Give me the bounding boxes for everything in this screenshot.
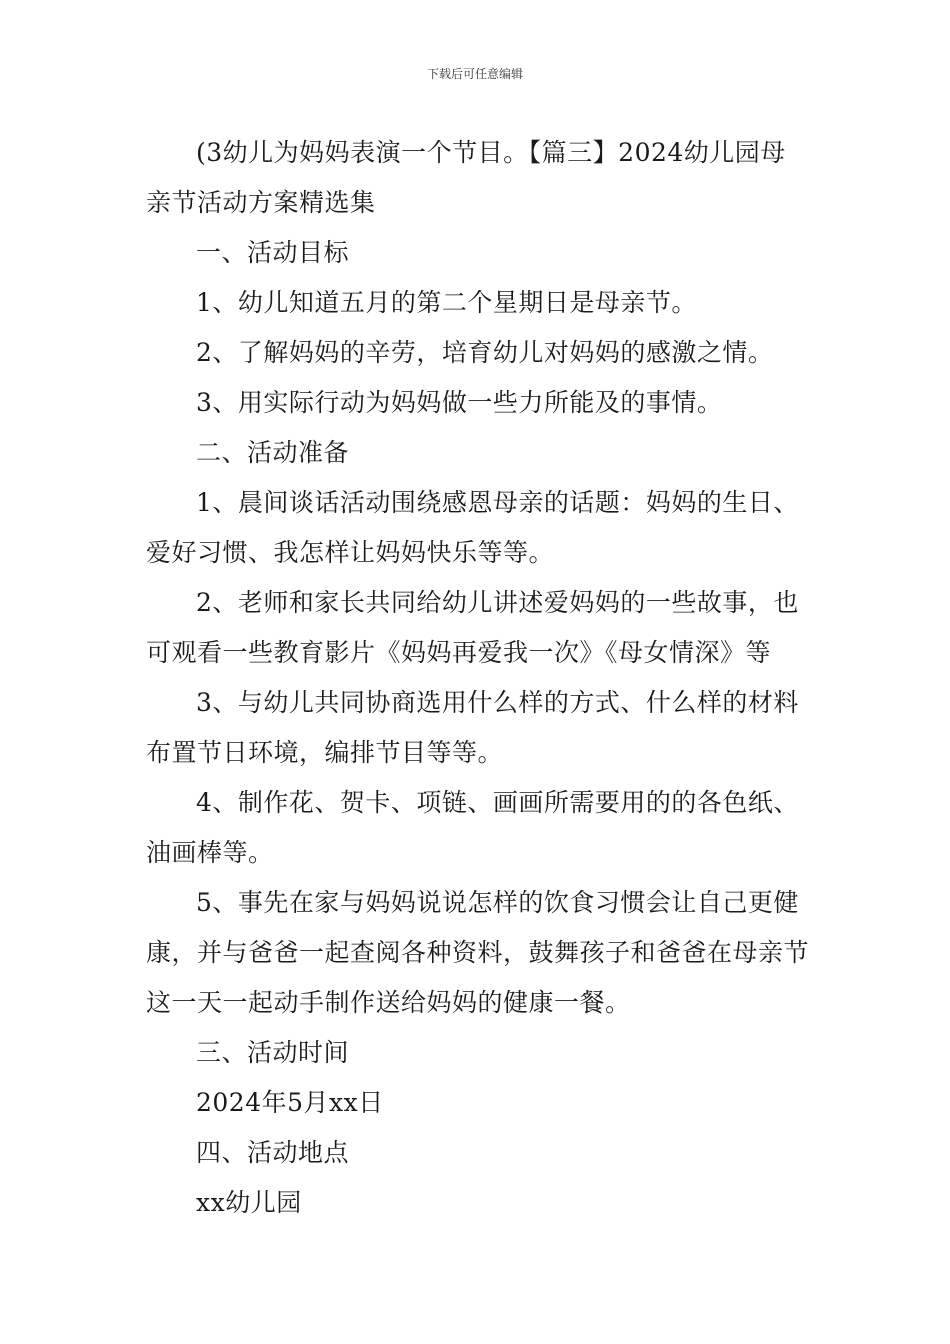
- section-heading-preparation: 二、活动准备: [196, 438, 350, 467]
- activity-date: 2024年5月xx日: [196, 1088, 384, 1117]
- preparation-item-2: 2、老师和家长共同给幼儿讲述爱妈妈的一些故事，也可观看一些教育影片《妈妈再爱我一次》《母女情深》等: [146, 588, 799, 667]
- page-header-note: 下载后可任意编辑: [426, 67, 523, 81]
- preparation-item-4: 4、制作花、贺卡、项链、画画所需要用的的各色纸、油画棒等。: [146, 788, 799, 867]
- preparation-item-1: 1、晨间谈话活动围绕感恩母亲的话题：妈妈的生日、爱好习惯、我怎样让妈妈快乐等等。: [146, 488, 799, 567]
- section-heading-time: 三、活动时间: [196, 1038, 350, 1067]
- goal-item-1: 1、幼儿知道五月的第二个星期日是母亲节。: [196, 288, 697, 317]
- document-body: [146, 128, 810, 1228]
- section-heading-goals: 一、活动目标: [196, 238, 350, 267]
- preparation-item-5: 5、事先在家与妈妈说说怎样的饮食习惯会让自己更健康，并与爸爸一起查阅各种资料，鼓舞孩子和爸爸在母亲节这一天一起动手制作送给妈妈的健康一餐。: [146, 888, 810, 1017]
- section-heading-location: 四、活动地点: [196, 1138, 350, 1167]
- activity-location: xx幼儿园: [196, 1188, 302, 1217]
- goal-item-3: 3、用实际行动为妈妈做一些力所能及的事情。: [196, 388, 723, 417]
- preparation-item-3: 3、与幼儿共同协商选用什么样的方式、什么样的材料布置节日环境，编排节目等等。: [146, 688, 799, 767]
- goal-item-2: 2、了解妈妈的辛劳，培育幼儿对妈妈的感激之情。: [196, 338, 774, 367]
- paragraph-intro: (3幼儿为妈妈表演一个节目。【篇三】2024幼儿园母亲节活动方案精选集: [146, 138, 786, 217]
